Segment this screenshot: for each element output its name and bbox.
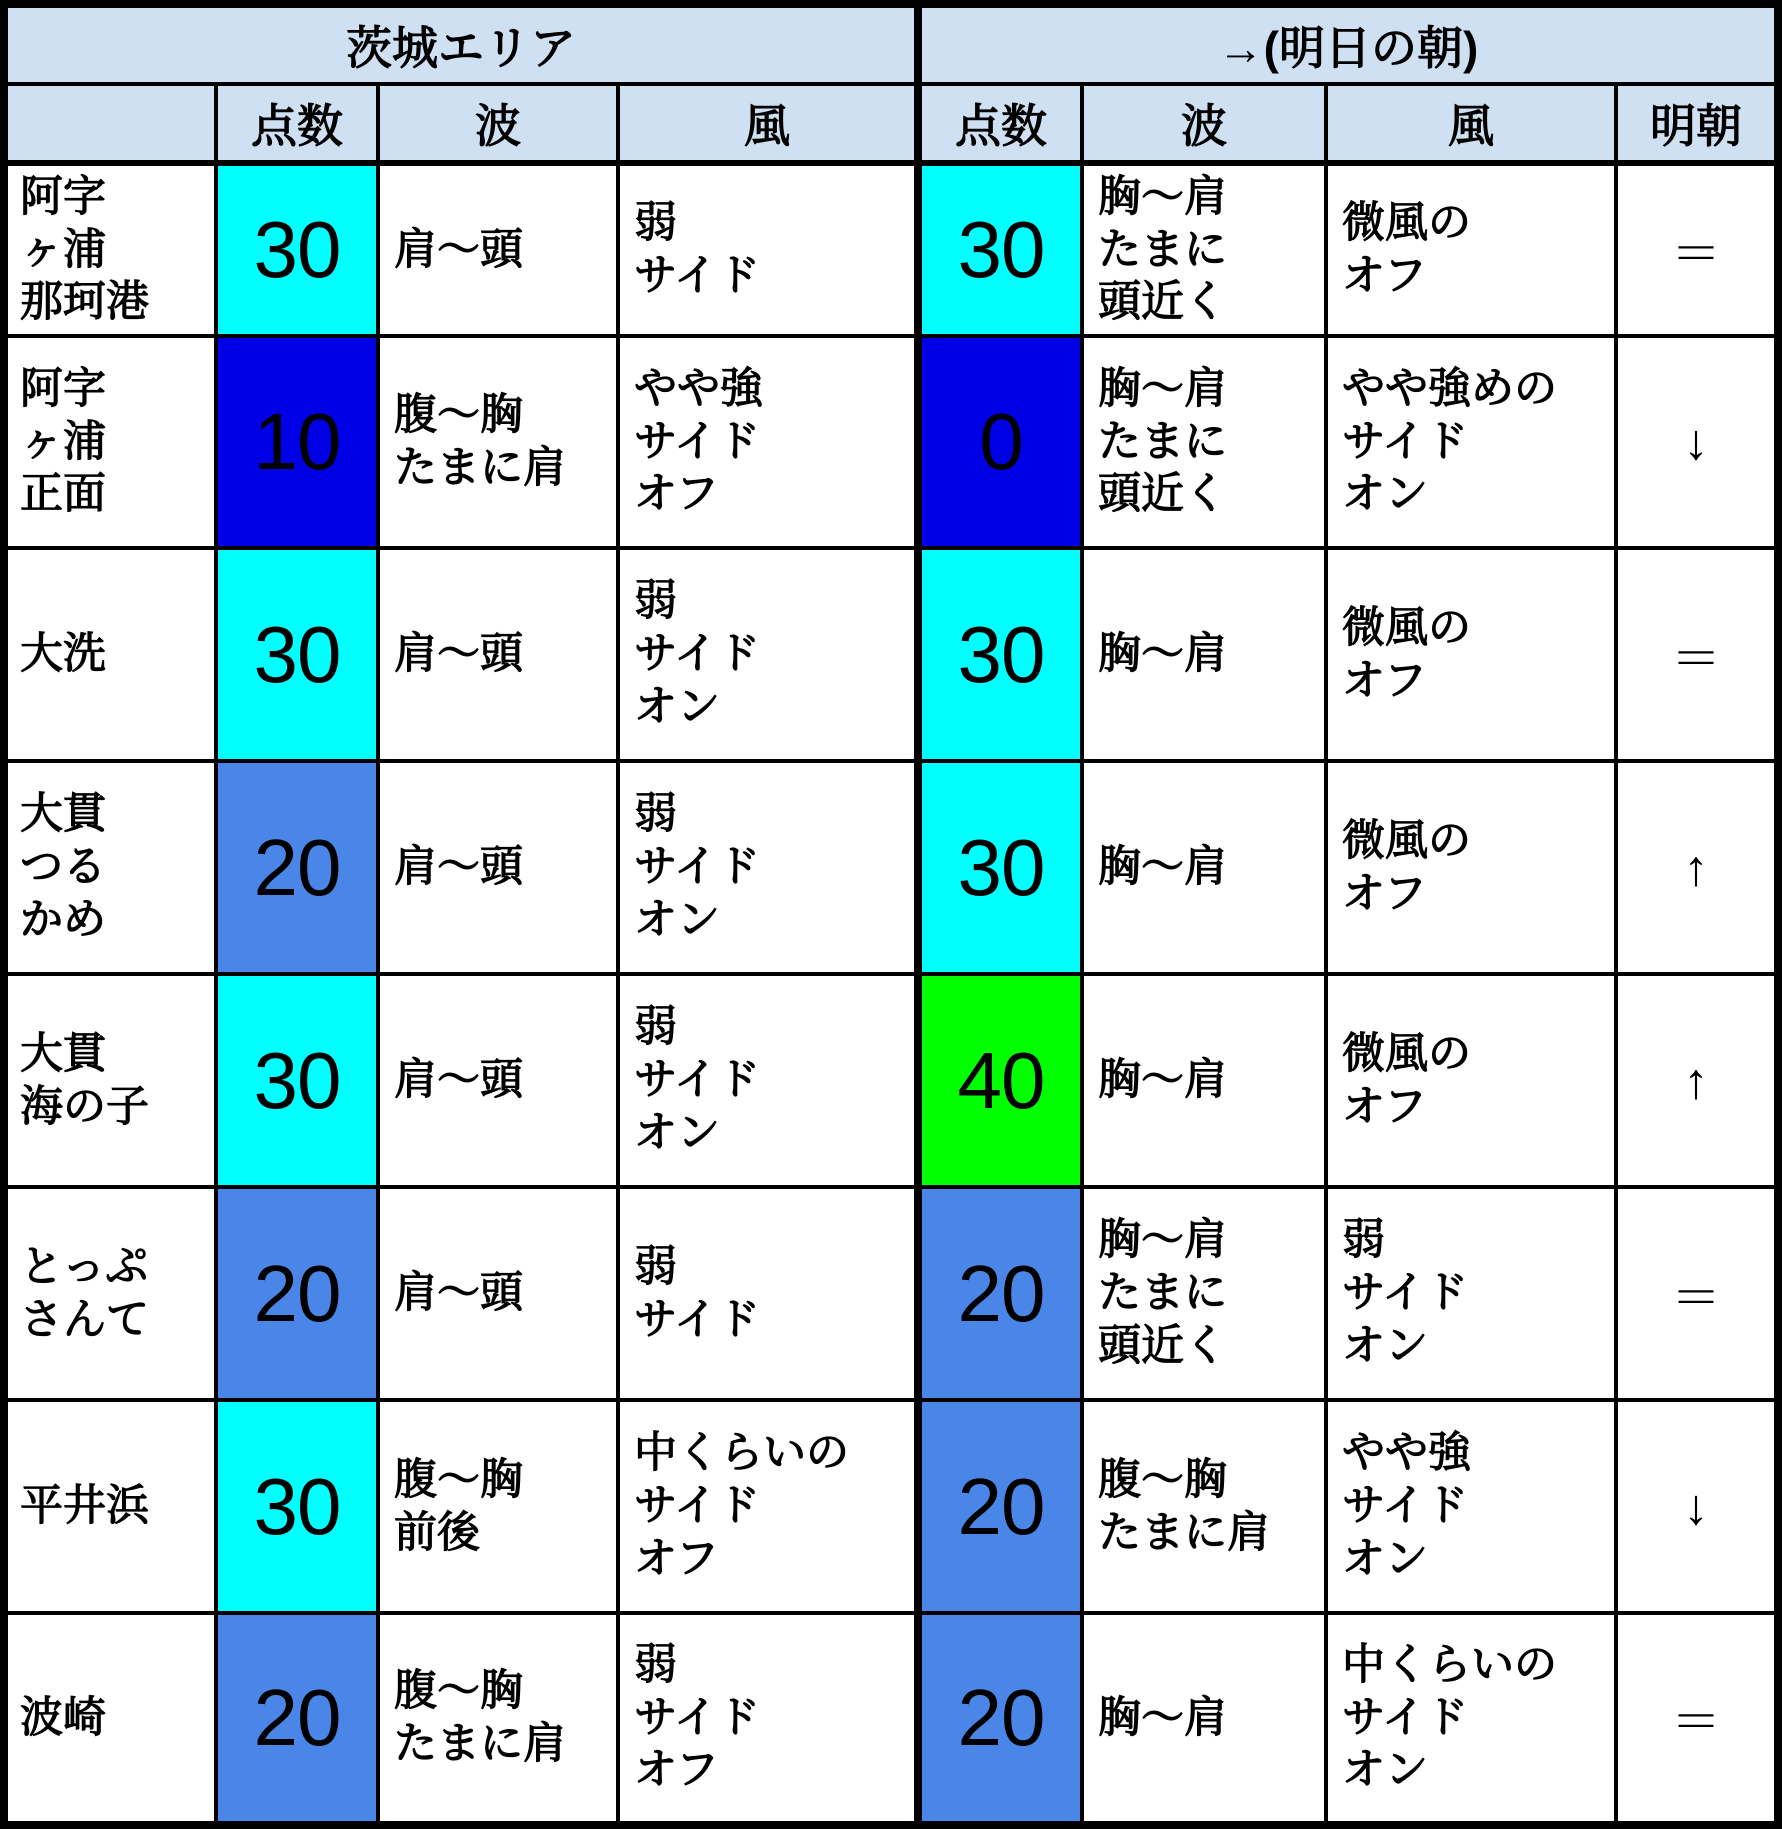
today-wave: 肩～頭 bbox=[380, 976, 616, 1185]
tomorrow-wind: 微風の オフ bbox=[1328, 763, 1614, 972]
tomorrow-score: 20 bbox=[922, 1402, 1080, 1611]
today-wave: 腹～胸 たまに肩 bbox=[380, 338, 616, 546]
morning-trend: ＝ bbox=[1618, 1615, 1774, 1821]
today-wind: 弱 サイド オン bbox=[620, 763, 914, 972]
today-wind: 中くらいの サイド オフ bbox=[620, 1402, 914, 1611]
morning-trend: ＝ bbox=[1618, 550, 1774, 759]
tomorrow-wave: 腹～胸 たまに肩 bbox=[1084, 1402, 1324, 1611]
spot-name: 波崎 bbox=[8, 1615, 214, 1821]
tomorrow-score: 20 bbox=[922, 1189, 1080, 1398]
spot-name: 大貫 つる かめ bbox=[8, 763, 214, 972]
today-wave: 肩～頭 bbox=[380, 763, 616, 972]
spot-name: 大洗 bbox=[8, 550, 214, 759]
tomorrow-wind: 微風の オフ bbox=[1328, 166, 1614, 334]
tomorrow-score: 30 bbox=[922, 763, 1080, 972]
today-score: 20 bbox=[218, 1615, 376, 1821]
tomorrow-score: 30 bbox=[922, 550, 1080, 759]
tomorrow-wind: 弱 サイド オン bbox=[1328, 1189, 1614, 1398]
tomorrow-wave: 胸～肩 たまに 頭近く bbox=[1084, 166, 1324, 334]
tomorrow-score: 0 bbox=[922, 338, 1080, 546]
today-wave: 肩～頭 bbox=[380, 550, 616, 759]
tomorrow-score: 20 bbox=[922, 1615, 1080, 1821]
today-score: 30 bbox=[218, 550, 376, 759]
tomorrow-score: 40 bbox=[922, 976, 1080, 1185]
spot-name: とっぷ さんて bbox=[8, 1189, 214, 1398]
tomorrow-wind: 微風の オフ bbox=[1328, 976, 1614, 1185]
tomorrow-score: 30 bbox=[922, 166, 1080, 334]
tomorrow-wave: 胸～肩 たまに 頭近く bbox=[1084, 1189, 1324, 1398]
tomorrow-wind: 中くらいの サイド オン bbox=[1328, 1615, 1614, 1821]
tomorrow-wind: やや強 サイド オン bbox=[1328, 1402, 1614, 1611]
today-score: 20 bbox=[218, 1189, 376, 1398]
col-header-today-score: 点数 bbox=[218, 86, 376, 160]
today-wave: 腹～胸 前後 bbox=[380, 1402, 616, 1611]
tomorrow-wave: 胸～肩 bbox=[1084, 550, 1324, 759]
today-wind: 弱 サイド オフ bbox=[620, 1615, 914, 1821]
morning-trend: ↓ bbox=[1618, 1402, 1774, 1611]
spot-name: 阿字 ヶ浦 正面 bbox=[8, 338, 214, 546]
today-wind: 弱 サイド オン bbox=[620, 550, 914, 759]
tomorrow-wave: 胸～肩 bbox=[1084, 976, 1324, 1185]
today-score: 10 bbox=[218, 338, 376, 546]
today-score: 20 bbox=[218, 763, 376, 972]
col-header-morning-trend: 明朝 bbox=[1618, 86, 1774, 160]
area-title: 茨城エリア bbox=[8, 8, 914, 82]
morning-trend: ↑ bbox=[1618, 763, 1774, 972]
tomorrow-title: →(明日の朝) bbox=[922, 8, 1774, 82]
morning-trend: ＝ bbox=[1618, 166, 1774, 334]
spot-name: 阿字 ヶ浦 那珂港 bbox=[8, 166, 214, 334]
morning-trend: ↓ bbox=[1618, 338, 1774, 546]
today-score: 30 bbox=[218, 1402, 376, 1611]
tomorrow-wave: 胸～肩 bbox=[1084, 1615, 1324, 1821]
col-header-tomorrow-score: 点数 bbox=[922, 86, 1080, 160]
today-wind: 弱 サイド オン bbox=[620, 976, 914, 1185]
morning-trend: ＝ bbox=[1618, 1189, 1774, 1398]
today-wave: 肩～頭 bbox=[380, 166, 616, 334]
spot-name: 平井浜 bbox=[8, 1402, 214, 1611]
col-header-tomorrow-wind: 風 bbox=[1328, 86, 1614, 160]
col-header-today-wave: 波 bbox=[380, 86, 616, 160]
today-wind: やや強 サイド オフ bbox=[620, 338, 914, 546]
col-header-today-wind: 風 bbox=[620, 86, 914, 160]
tomorrow-wind: 微風の オフ bbox=[1328, 550, 1614, 759]
today-wind: 弱 サイド bbox=[620, 166, 914, 334]
today-wind: 弱 サイド bbox=[620, 1189, 914, 1398]
today-score: 30 bbox=[218, 976, 376, 1185]
today-wave: 肩～頭 bbox=[380, 1189, 616, 1398]
spot-name: 大貫 海の子 bbox=[8, 976, 214, 1185]
today-wave: 腹～胸 たまに肩 bbox=[380, 1615, 616, 1821]
col-header-tomorrow-wave: 波 bbox=[1084, 86, 1324, 160]
col-header-spot bbox=[8, 86, 214, 160]
tomorrow-wave: 胸～肩 bbox=[1084, 763, 1324, 972]
tomorrow-wave: 胸～肩 たまに 頭近く bbox=[1084, 338, 1324, 546]
morning-trend: ↑ bbox=[1618, 976, 1774, 1185]
tomorrow-wind: やや強めの サイド オン bbox=[1328, 338, 1614, 546]
today-score: 30 bbox=[218, 166, 376, 334]
